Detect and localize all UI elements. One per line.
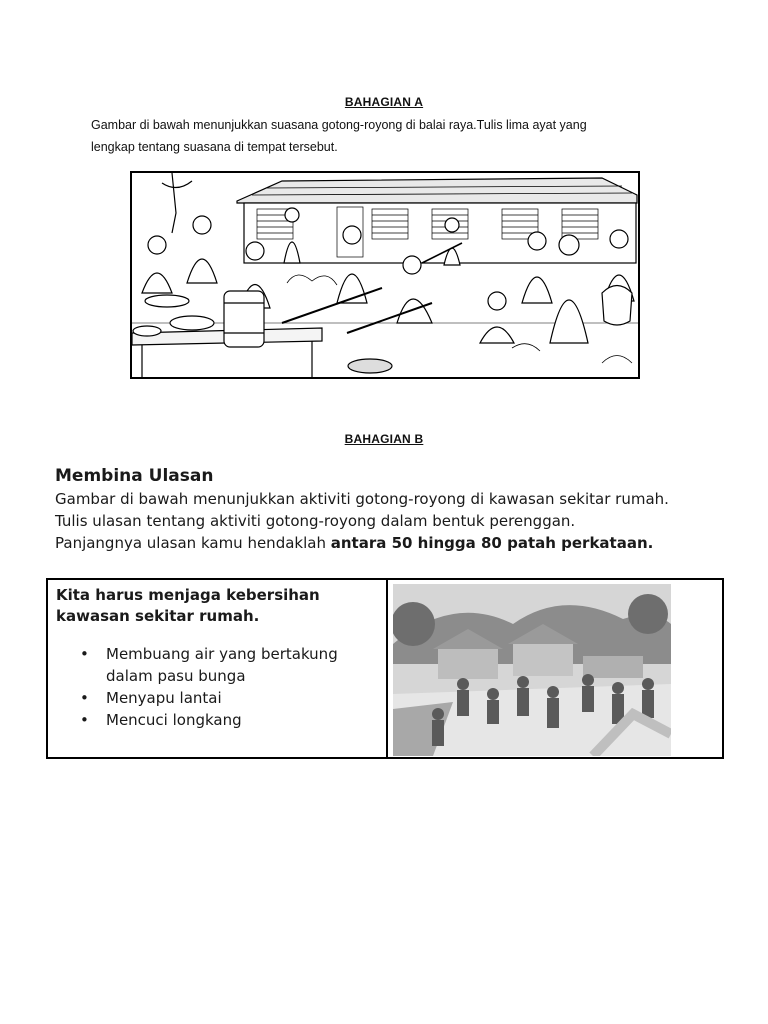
instruction-line-1: Gambar di bawah menunjukkan suasana gotong-royong di balai raya.Tulis lima ayat yang [91, 118, 587, 132]
section-a-heading: BAHAGIAN A [344, 95, 424, 109]
table-divider [386, 580, 388, 757]
section-b-line-1: Gambar di bawah menunjukkan aktiviti gotong-royong di kawasan sekitar rumah. [55, 490, 669, 508]
review-subtitle-line-2: kawasan sekitar rumah. [56, 607, 260, 625]
review-table [46, 578, 724, 759]
review-bullet-list [56, 643, 381, 731]
neighbourhood-cleanup-illustration [393, 584, 671, 756]
list-item-line-2: dalam pasu bunga [106, 667, 246, 685]
section-a-instruction [91, 114, 671, 158]
review-points-cell [56, 585, 381, 731]
bullet-icon: • [80, 689, 89, 707]
review-subtitle-line-1: Kita harus menjaga kebersihan [56, 586, 320, 604]
list-item [80, 687, 381, 709]
list-item [80, 643, 381, 687]
section-b-title: Membina Ulasan [55, 466, 214, 486]
word-count-requirement: antara 50 hingga 80 patah perkataan. [330, 534, 654, 552]
community-hall-illustration [130, 171, 640, 379]
section-b-line-2: Tulis ulasan tentang aktiviti gotong-royong dalam bentuk perenggan. [55, 512, 576, 530]
line-3-prefix: Panjangnya ulasan kamu hendaklah [55, 534, 331, 552]
review-subtitle [56, 585, 381, 627]
instruction-line-2: lengkap tentang suasana di tempat tersebut. [91, 140, 338, 154]
section-b-instructions [55, 466, 735, 554]
list-item [80, 709, 381, 731]
list-item-line-1: Membuang air yang bertakung [106, 645, 338, 663]
list-item-line-1: Menyapu lantai [106, 689, 222, 707]
bullet-icon: • [80, 711, 89, 729]
section-b-heading: BAHAGIAN B [344, 432, 424, 446]
list-item-line-1: Mencuci longkang [106, 711, 242, 729]
bullet-icon: • [80, 645, 89, 663]
section-b-line-3 [55, 532, 735, 554]
